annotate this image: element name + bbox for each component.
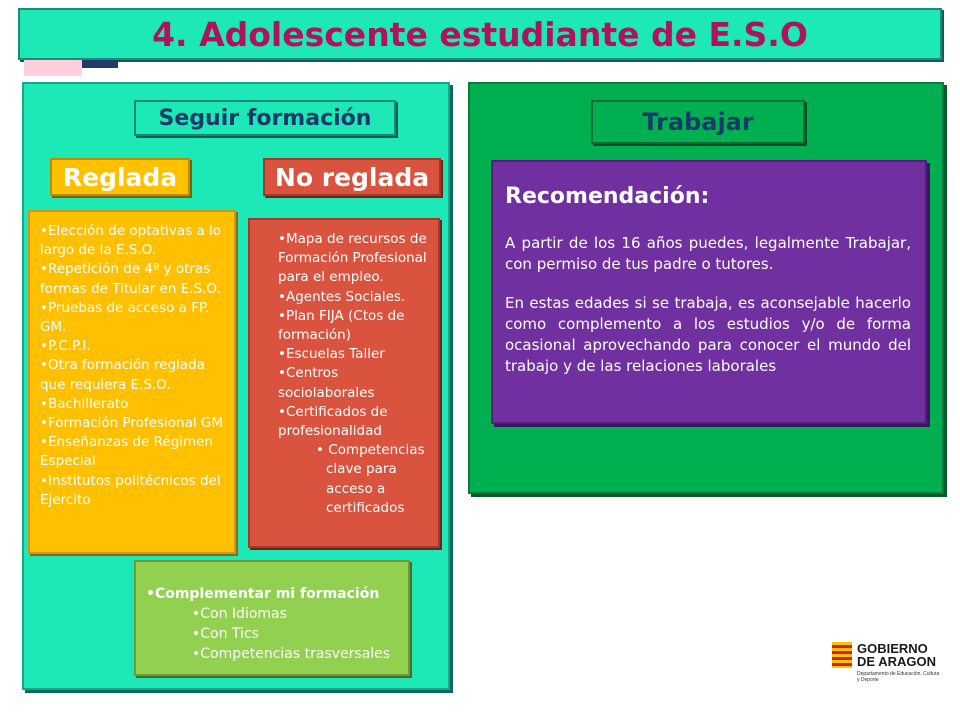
list-item: • Enseñanzas de Régimen Especial <box>40 433 228 471</box>
no-reglada-list <box>278 230 432 441</box>
reglada-label: Reglada <box>50 158 190 196</box>
list-item: • Agentes Sociales. <box>278 288 432 307</box>
reglada-list-box <box>28 210 236 554</box>
no-reglada-list-box <box>248 218 440 548</box>
list-item: • Certificados de profesionalidad <box>278 403 432 441</box>
logo-line-1: GOBIERNO <box>857 641 928 656</box>
page-title: 4. Adolescente estudiante de E.S.O <box>152 14 808 54</box>
list-item: • Pruebas de acceso a FP. GM. <box>40 299 228 337</box>
sub-list-item: • Competencias clave para acceso a certificados <box>316 441 432 518</box>
list-item: • Otra formación reglada que requiera E.S.O. <box>40 356 228 394</box>
logo-line-2: DE ARAGON <box>857 654 936 669</box>
list-item: • Repetición de 4ª y otras formas de Titular en E.S.O. <box>40 260 228 298</box>
list-item: • P.C.P.I. <box>40 337 228 356</box>
list-item: • Escuelas Taller <box>278 345 432 364</box>
no-reglada-label: No reglada <box>263 158 441 196</box>
list-item: • Bachillerato <box>40 395 228 414</box>
title-accent-pink <box>24 60 82 76</box>
list-item: • Elección de optativas a lo largo de la E.S.O. <box>40 222 228 260</box>
complementar-title: • Complementar mi formación <box>146 584 400 604</box>
aragon-flag-icon <box>832 642 852 668</box>
gobierno-aragon-logo <box>832 640 944 690</box>
trabajar-label: Trabajar <box>591 100 805 144</box>
list-item: • Institutos politécnicos del Ejercito <box>40 472 228 510</box>
reglada-list <box>40 222 228 510</box>
title-accent-navy <box>82 60 118 68</box>
list-item: • Formación Profesional GM <box>40 414 228 433</box>
complementar-formacion-box <box>134 560 410 676</box>
recomendacion-title: Recomendación: <box>505 184 710 209</box>
list-item: • Competencias trasversales <box>192 644 400 664</box>
logo-subtitle: Departamento de Educación, Cultura y Deporte <box>857 671 940 683</box>
list-item: • Centros sociolaborales <box>278 364 432 402</box>
seguir-formacion-label: Seguir formación <box>134 100 396 136</box>
recomendacion-paragraph: A partir de los 16 años puedes, legalmente Trabajar, con permiso de tus padre o tutores. <box>505 234 911 273</box>
no-reglada-sublist <box>278 441 432 518</box>
complementar-list <box>146 604 400 664</box>
list-item: • Con Tics <box>192 624 400 644</box>
list-item: • Plan FIJA (Ctos de formación) <box>278 307 432 345</box>
recomendacion-box <box>491 160 927 424</box>
recomendacion-paragraph: En estas edades si se trabaja, es aconsejable hacerlo como complemento a los estudios y/o de forma ocasional aprovechando para conocer el mundo del trabajo y de las relaciones laborales <box>505 294 911 375</box>
title-bar <box>18 8 942 60</box>
list-item: • Mapa de recursos de Formación Profesional para el empleo. <box>278 230 432 288</box>
list-item: • Con Idiomas <box>192 604 400 624</box>
